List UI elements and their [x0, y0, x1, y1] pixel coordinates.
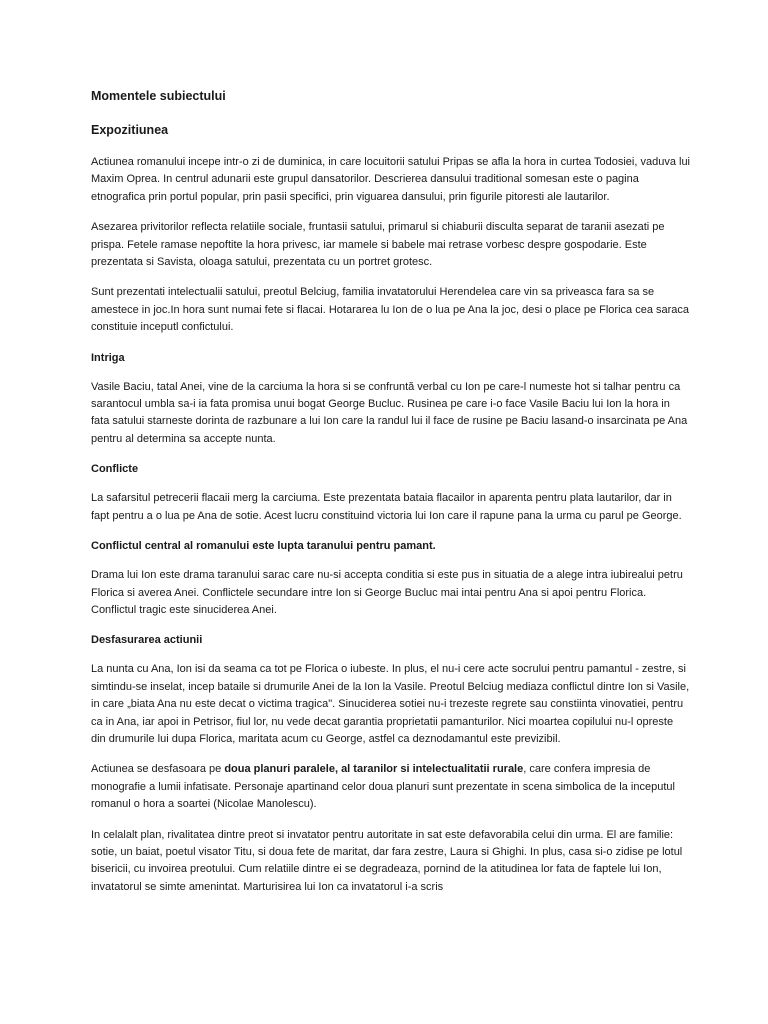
heading-desfasurarea-actiunii: Desfasurarea actiunii	[91, 634, 203, 647]
paragraph-8-text-end: , care confera impresia de monografie a lumii infatisate. Personaje apartinand celor doua planuri sunt prezentate in scena simbolica de la inceputul romanul o hora a soartei (Nicolae Manolescu).	[91, 763, 675, 811]
page-title: Momentele subiectului	[91, 89, 226, 103]
heading-intriga: Intriga	[91, 351, 125, 364]
paragraph-7: La nunta cu Ana, Ion isi da seama ca tot pe Florica o iubeste. In plus, el nu-i cere acte socrului pentru pamantul - zestre, si simtindu-se inselat, incep bataile si drumurile Anei de la Ion la Vasile. Preotul Belciug mediaza conflictul dintre Ion si Vasile, in care „biata Ana nu este decat o victima tragica". Sinuciderea sotiei nu-i trezeste regrete sau constiinta vinovatiei, pentru ca in Ana, iar apoi in Petrisor, fiul lor, nu vede decat garantia proprietatii pamanturilor. Nici moartea copilului nu-l opreste din drumurile lui dupa Florica, maritata acum cu George, astfel ca deznodamantul este previzibil.	[91, 663, 690, 745]
paragraph-9: In celalalt plan, rivalitatea dintre preot si invatator pentru autoritate in sat este defavorabila celui din urma. El are familie: sotie, un baiat, poetul visator Titu, si doua fete de maritat, dar fara zestre, Laura si Ghighi. In plus, casa si-o zidise pe lotul bisericii, cu invoirea preotului. Cum relatiile dintre ei se degradeaza, pornind de la atitudinea lor fata de faptele lui Ion, invatatorul se simte amenintat. Marturisirea lui Ion ca invatatorul i-a scris	[91, 828, 683, 893]
paragraph-8	[91, 761, 690, 813]
paragraph-2: Asezarea privitorilor reflecta relatiile sociale, fruntasii satului, primarul si chiaburii disculta separat de taranii asezati pe prispa. Fetele ramase nepoftite la hora privesc, iar mamele si babele mai retrase vorbesc despre gospodarie. Este prezentata si Savista, oloaga satului, prezentata cu un portret grotesc.	[91, 221, 665, 269]
section-heading-expozitiunea: Expozitiunea	[91, 123, 169, 137]
paragraph-8-text-start: Actiunea se desfasoara pe	[91, 763, 225, 776]
heading-conflict-central: Conflictul central al romanului este lupta taranului pentru pamant.	[91, 540, 436, 553]
paragraph-4: Vasile Baciu, tatal Anei, vine de la carciuma la hora si se confruntă verbal cu Ion pe care-l numeste hot si talhar pentru ca sarantocul umbla sa-i ia fata promisa unui bogat George Bucluc. Rusinea pe care i-o face Vasile Baciu lui Ion la hora in fata satului starneste dorinta de razbunare a lui Ion care la randul lui il face de rusine pe Baciu lasand-o insarcinata pe Ana pentru al determina sa accepte nunta.	[91, 380, 688, 445]
paragraph-8-bold-text: doua planuri paralele, al taranilor si intelectualitatii rurale	[224, 763, 524, 776]
paragraph-3: Sunt prezentati intelectualii satului, preotul Belciug, familia invatatorului Herendelea care vin sa priveasca fara sa se amestece in joc.In hora sunt numai fete si flacai. Hotararea lu Ion de o lua pe Ana la joc, desi o place pe Florica cea saraca constituie inceputl confictului.	[91, 286, 690, 334]
heading-conflicte: Conflicte	[91, 463, 139, 476]
paragraph-5: La safarsitul petrecerii flacaii merg la carciuma. Este prezentata bataia flacailor in aparenta pentru plata lautarilor, dar in fapt pentru a o lua pe Ana de sotie. Acest lucru constituind victoria lui Ion care il rapune pana la urma cu parul pe George.	[91, 492, 682, 522]
paragraph-6: Drama lui Ion este drama taranului sarac care nu-si accepta conditia si este pus in situatia de a alege intra iubirealui petru Florica si averea Anei. Conflictele secundare intre Ion si George Bucluc mai intai pentru Ana si apoi pentru Florica. Conflictul tragic este sinuciderea Anei.	[91, 569, 683, 616]
paragraph-1: Actiunea romanului incepe intr-o zi de duminica, in care locuitorii satului Pripas se afla la hora in curtea Todosiei, vaduva lui Maxim Oprea. In centrul adunarii este grupul dansatorilor. Descrierea dansului traditional somesan este o pagina etnografica prin portul popular, prin pasii specifici, prin viguarea dansului, prin figurile pitoresti ale lautarilor.	[91, 156, 691, 203]
